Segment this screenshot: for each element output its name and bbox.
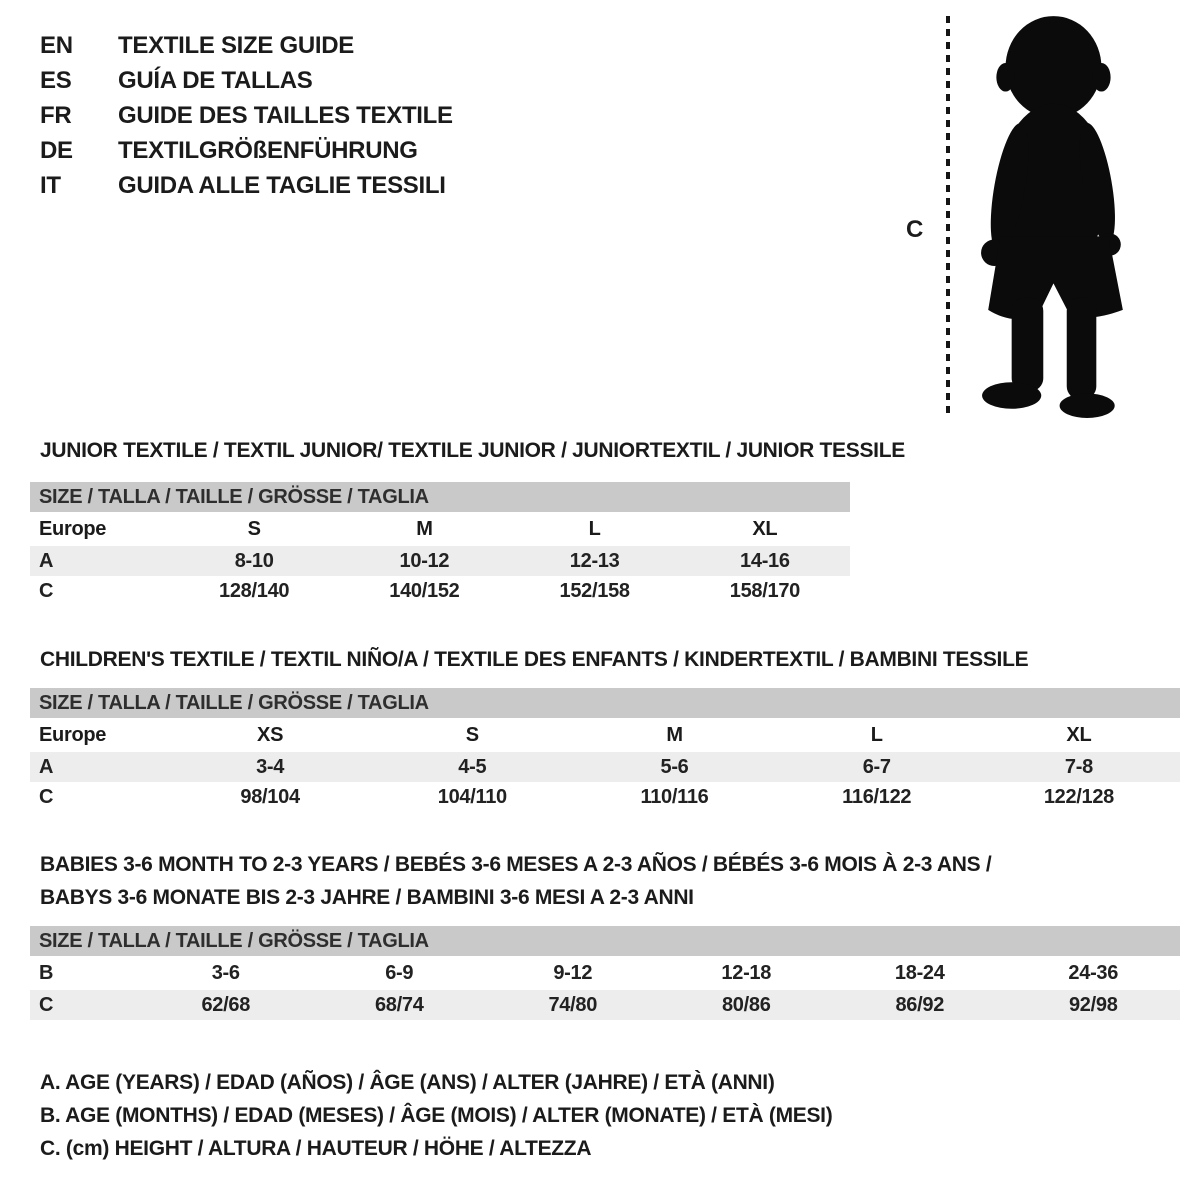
column-header: M	[666, 723, 683, 746]
table-cell: 4-5	[458, 755, 487, 778]
table-cell: 98/104	[240, 785, 300, 808]
row-label: B	[39, 961, 54, 984]
language-code: DE	[40, 136, 73, 164]
table-cell: 6-7	[862, 755, 891, 778]
table-cell: 92/98	[1068, 993, 1118, 1016]
row-label: C	[39, 993, 54, 1016]
table-cell: 3-4	[256, 755, 285, 778]
table-cell: 9-12	[553, 961, 593, 984]
table-cell: 12-18	[721, 961, 772, 984]
size-header-band: SIZE / TALLA / TAILLE / GRÖSSE / TAGLIA	[30, 688, 1180, 718]
language-row-fr	[40, 98, 453, 133]
row-label: A	[39, 549, 54, 572]
toddler-silhouette-image	[962, 12, 1147, 420]
legend-height-cm: C. (cm) HEIGHT / ALTURA / HAUTEUR / HÖHE / ALTEZZA	[40, 1137, 592, 1160]
children-size-table	[30, 688, 1180, 812]
table-cell: 80/86	[721, 993, 771, 1016]
column-header: Europe	[39, 517, 107, 540]
table-header-row	[30, 718, 1180, 752]
language-row-es	[40, 63, 453, 98]
language-title-list	[40, 28, 453, 203]
table-cell: 140/152	[389, 579, 460, 602]
table-cell: 128/140	[219, 579, 290, 602]
table-cell: 8-10	[234, 549, 274, 572]
table-cell: 158/170	[729, 579, 800, 602]
table-row-age-months	[30, 956, 1180, 990]
table-row-age	[30, 752, 1180, 782]
size-header-band: SIZE / TALLA / TAILLE / GRÖSSE / TAGLIA	[30, 926, 1180, 956]
table-row-height	[30, 782, 1180, 812]
table-cell: 6-9	[385, 961, 414, 984]
legend-age-months: B. AGE (MONTHS) / EDAD (MESES) / ÂGE (MOIS) / ALTER (MONATE) / ETÀ (MESI)	[40, 1104, 833, 1127]
table-cell: 3-6	[211, 961, 240, 984]
junior-section-title: JUNIOR TEXTILE / TEXTIL JUNIOR/ TEXTILE JUNIOR / JUNIORTEXTIL / JUNIOR TESSILE	[40, 439, 905, 462]
table-cell: 116/122	[842, 785, 912, 808]
table-cell: 122/128	[1043, 785, 1115, 808]
row-label: C	[39, 785, 54, 808]
column-header: XS	[257, 723, 284, 746]
measure-legend	[40, 1066, 832, 1165]
language-row-en	[40, 28, 453, 63]
row-label: C	[39, 579, 54, 602]
table-row-height	[30, 990, 1180, 1020]
table-cell: 5-6	[660, 755, 689, 778]
table-cell: 10-12	[399, 549, 450, 572]
column-header: S	[465, 723, 479, 746]
guide-title: GUIDE DES TAILLES TEXTILE	[118, 101, 453, 129]
table-header-row	[30, 512, 850, 546]
table-cell: 74/80	[548, 993, 598, 1016]
size-header-band: SIZE / TALLA / TAILLE / GRÖSSE / TAGLIA	[30, 482, 850, 512]
table-cell: 62/68	[201, 993, 251, 1016]
guide-title: GUÍA DE TALLAS	[118, 66, 313, 94]
table-cell: 24-36	[1068, 961, 1119, 984]
table-cell: 7-8	[1064, 755, 1093, 778]
language-row-de	[40, 133, 453, 168]
language-row-it	[40, 168, 453, 203]
column-header: M	[416, 517, 433, 540]
language-code: IT	[40, 171, 61, 199]
table-row-height	[30, 576, 850, 606]
table-cell: 68/74	[374, 993, 424, 1016]
table-cell: 14-16	[740, 549, 790, 572]
column-header: L	[588, 517, 601, 540]
table-cell: 152/158	[559, 579, 630, 602]
children-section-title: CHILDREN'S TEXTILE / TEXTIL NIÑO/A / TEXTILE DES ENFANTS / KINDERTEXTIL / BAMBINI TESSILE	[40, 648, 1029, 671]
legend-age-years: A. AGE (YEARS) / EDAD (AÑOS) / ÂGE (ANS) / ALTER (JAHRE) / ETÀ (ANNI)	[40, 1071, 775, 1094]
table-row-age	[30, 546, 850, 576]
babies-section-title: BABIES 3-6 MONTH TO 2-3 YEARS / BEBÉS 3-6 MESES A 2-3 AÑOS / BÉBÉS 3-6 MOIS À 2-3 ANS / BABYS 3-6 MONATE BIS 2-3 JAHRE / BAMBINI 3-6 MESI A 2-3 ANNI	[40, 853, 992, 909]
column-header: S	[247, 517, 261, 540]
row-label: A	[39, 755, 54, 778]
language-code: ES	[40, 66, 72, 94]
guide-title: TEXTILE SIZE GUIDE	[118, 31, 354, 59]
column-header: XL	[1066, 723, 1092, 746]
junior-size-table	[30, 482, 850, 606]
height-measure-label: C	[906, 216, 924, 243]
language-code: FR	[40, 101, 72, 129]
table-cell: 104/110	[437, 785, 507, 808]
table-cell: 110/116	[640, 785, 709, 808]
table-cell: 86/92	[895, 993, 945, 1016]
height-dashed-line	[946, 16, 950, 416]
babies-size-table	[30, 926, 1180, 1020]
guide-title: TEXTILGRÖßENFÜHRUNG	[118, 136, 418, 164]
table-cell: 12-13	[569, 549, 620, 572]
column-header: XL	[752, 517, 778, 540]
table-cell: 18-24	[894, 961, 945, 984]
column-header: Europe	[39, 723, 107, 746]
language-code: EN	[40, 31, 73, 59]
guide-title: GUIDA ALLE TAGLIE TESSILI	[118, 171, 446, 199]
column-header: L	[870, 723, 883, 746]
